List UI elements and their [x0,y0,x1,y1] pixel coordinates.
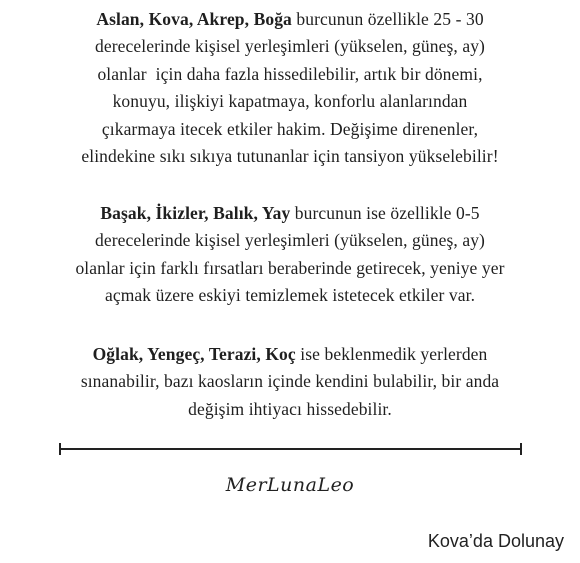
signs-bold: Aslan, Kova, Akrep, Boğa [96,9,292,29]
text-line: açmak üzere eskiyi temizlemek istetecek etkiler var. [104,285,476,306]
text-line: konuyu, ilişkiyi kapatmaya, konforlu alanlarından [112,91,468,112]
line-text: burcunun ise özellikle 0-5 [290,203,480,223]
signs-bold: Başak, İkizler, Balık, Yay [100,203,291,223]
paragraph-mutable-signs [0,200,580,310]
line-text: burcunun özellikle 25 - 30 [291,9,484,29]
text-line: sınanabilir, bazı kaosların içinde kendini bulabilir, bir anda [80,371,500,392]
line-text: ise beklenmedik yerlerden [295,344,488,364]
text-line: elindekine sıkı sıkıya tutunanlar için tansiyon yükselebilir! [81,146,499,167]
text-line [0,200,580,227]
divider-cap-left [59,443,61,455]
text-line: çıkarmaya itecek etkiler hakim. Değişime direnenler, [101,118,479,139]
divider-line [59,448,522,450]
text-line: olanlar için daha fazla hissedilebilir, artık bir dönemi, [97,63,483,84]
paragraph-cardinal-signs [0,341,580,423]
signature: MerLunaLeo [225,474,355,496]
footer-caption: Kova’da Dolunay [427,531,564,551]
signs-bold: Oğlak, Yengeç, Terazi, Koç [92,344,296,364]
text-line: değişim ihtiyacı hissedebilir. [188,398,392,419]
paragraph-fixed-signs [0,6,580,170]
text-line [0,341,580,368]
divider-cap-right [520,443,522,455]
text-line: derecelerinde kişisel yerleşimleri (yükselen, güneş, ay) [95,36,485,57]
text-line: derecelerinde kişisel yerleşimleri (yükselen, güneş, ay) [95,230,485,251]
text-line: olanlar için farklı fırsatları beraberinde getirecek, yeniye yer [75,257,505,278]
text-line [0,6,580,33]
